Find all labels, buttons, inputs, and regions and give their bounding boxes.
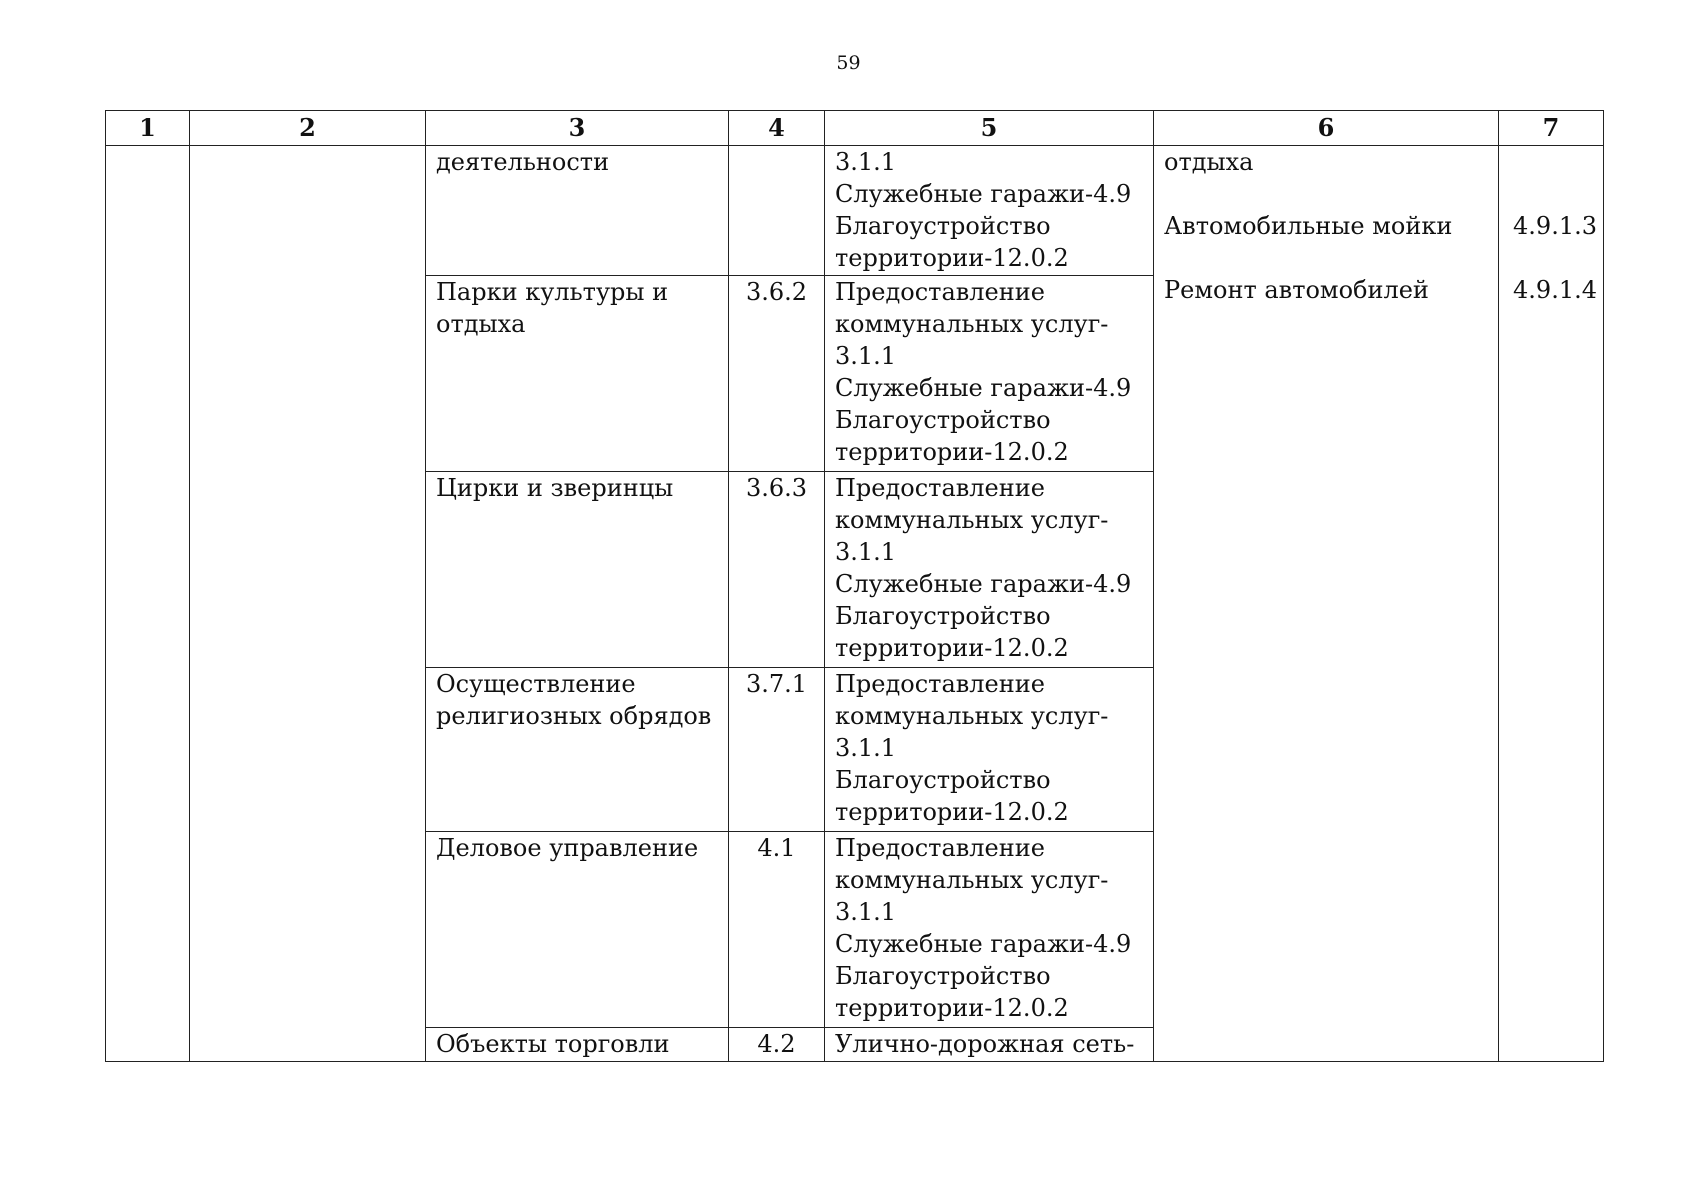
use-name: Осуществление религиозных обрядов: [426, 668, 729, 832]
aux-codes-cell: [1499, 146, 1604, 1062]
use-code: 4.2: [729, 1028, 825, 1062]
col-header-2: 2: [190, 111, 426, 146]
col-header-1: 1: [106, 111, 190, 146]
use-code: 4.1: [729, 832, 825, 1028]
aux-use-code: 4.9.1.3: [1513, 212, 1597, 240]
aux-use-label: Автомобильные мойки: [1164, 212, 1453, 240]
related-uses: Предоставление коммунальных услуг- 3.1.1 Служебные гаражи-4.9 Благоустройство территории-12.0.2: [825, 276, 1154, 472]
cell-col2: [190, 146, 426, 1062]
related-uses: Предоставление коммунальных услуг- 3.1.1 Служебные гаражи-4.9 Благоустройство территории-12.0.2: [825, 472, 1154, 668]
use-name: Парки культуры и отдыха: [426, 276, 729, 472]
page-number: 59: [836, 52, 861, 74]
header-row: [106, 111, 1604, 146]
use-code: 3.6.3: [729, 472, 825, 668]
use-code: 3.6.2: [729, 276, 825, 472]
use-name: Деловое управление: [426, 832, 729, 1028]
related-uses: Предоставление коммунальных услуг- 3.1.1 Благоустройство территории-12.0.2: [825, 668, 1154, 832]
related-uses: Улично-дорожная сеть-: [825, 1028, 1154, 1062]
table-row: [106, 146, 1604, 276]
use-name: Цирки и зверинцы: [426, 472, 729, 668]
col-header-7: 7: [1499, 111, 1604, 146]
aux-use-code: 4.9.1.4: [1513, 276, 1597, 304]
use-code: 3.7.1: [729, 668, 825, 832]
cell-col1: [106, 146, 190, 1062]
use-name: Объекты торговли: [426, 1028, 729, 1062]
related-uses: Предоставление коммунальных услуг- 3.1.1 Служебные гаражи-4.9 Благоустройство территории-12.0.2: [825, 832, 1154, 1028]
col-header-6: 6: [1154, 111, 1499, 146]
col-header-3: 3: [426, 111, 729, 146]
aux-use-label: Ремонт автомобилей: [1164, 276, 1429, 304]
aux-use-code: [1505, 146, 1597, 178]
col-header-4: 4: [729, 111, 825, 146]
land-use-table: [105, 110, 1604, 1062]
use-code: [729, 146, 825, 276]
aux-uses-cell: [1154, 146, 1499, 1062]
related-uses: 3.1.1 Служебные гаражи-4.9 Благоустройство территории-12.0.2: [825, 146, 1154, 276]
aux-use-label: отдыха: [1164, 148, 1254, 176]
col-header-5: 5: [825, 111, 1154, 146]
use-name: деятельности: [426, 146, 729, 276]
